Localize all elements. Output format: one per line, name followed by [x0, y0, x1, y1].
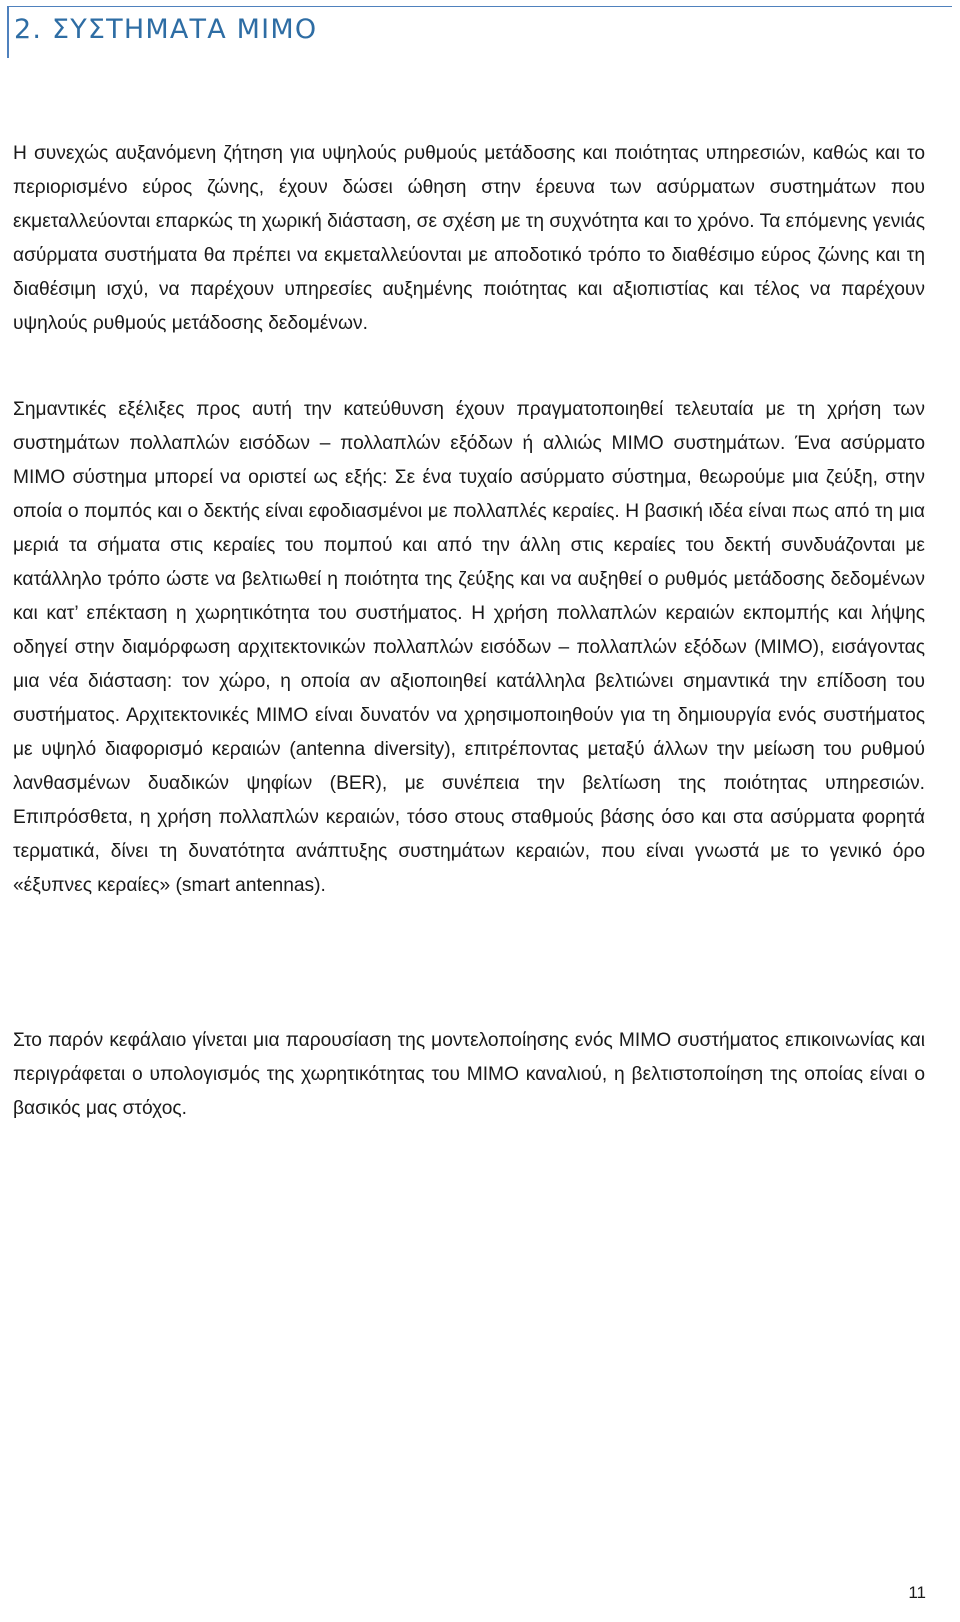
paragraph-chapter-overview: Στο παρόν κεφάλαιο γίνεται μια παρουσίαση της μοντελοποίησης ενός MIMO συστήματος επικοινωνίας και περιγράφεται ο υπολογισμός της χωρητικότητας του MIMO καναλιού, η βελτιστοποίηση της οποίας είναι ο βασικός μας στόχος. [13, 1030, 925, 1119]
page-title: 2. ΣΥΣΤΗΜΑΤΑ MIMO [14, 14, 318, 45]
chapter-heading [0, 0, 960, 60]
heading-left-bar [7, 6, 9, 58]
page-number: 11 [908, 1583, 926, 1602]
heading-top-rule [7, 6, 952, 7]
paragraph-mimo-definition: Σημαντικές εξέλιξες προς αυτή την κατεύθυνση έχουν πραγματοποιηθεί τελευταία με τη χρήση των συστημάτων πολλαπλών εισόδων – πολλαπλών εξόδων ή αλλιώς MIMO συστημάτων. Ένα ασύρματο MIMO σύστημα μπορεί να οριστεί ως εξής: Σε ένα τυχαίο ασύρματο σύστημα, θεωρούμε μια ζεύξη, στην οποία ο πομπός και ο δεκτής είναι εφοδιασμένοι με πολλαπλές κεραίες. Η βασική ιδέα είναι πως από τη μια μεριά τα σήματα στις κεραίες του πομπού και από την άλλη στις κεραίες του δεκτή συνδυάζονται με κατάλληλο τρόπο ώστε να βελτιωθεί η ποιότητα της ζεύξης και να αυξηθεί ο ρυθμός μετάδοσης δεδομένων και κατ’ επέκταση η χωρητικότητα του συστήματος. Η χρήση πολλαπλών κεραιών εκπομπής και λήψης οδηγεί στην διαμόρφωση αρχιτεκτονικών πολλαπλών εισόδων – πολλαπλών εξόδων (MIMO), εισάγοντας μια νέα διάσταση: τον χώρο, η οποία αν αξιοποιηθεί κατάλληλα βελτιώνει σημαντικά την επίδοση του συστήματος. Αρχιτεκτονικές MIMO είναι δυνατόν να χρησιμοποιηθούν για τη δημιουργία ενός συστήματος με υψηλό διαφορισμό κεραιών (antenna diversity), επιτρέποντας μεταξύ άλλων την μείωση του ρυθμού λανθασμένων δυαδικών ψηφίων (BER), με συνέπεια την βελτίωση της ποιότητας υπηρεσιών. Επιπρόσθετα, η χρήση πολλαπλών κεραιών, τόσο στους σταθμούς βάσης όσο και στα ασύρματα φορητά τερματικά, δίνει τη δυνατότητα ανάπτυξης συστημάτων κεραιών, που είναι γνωστά με το γενικό όρο «έξυπνες κεραίες» (smart antennas). [13, 399, 925, 896]
paragraph-introduction: Η συνεχώς αυξανόμενη ζήτηση για υψηλούς ρυθμούς μετάδοσης και ποιότητας υπηρεσιών, καθώς και το περιορισμένο εύρος ζώνης, έχουν δώσει ώθηση στην έρευνα των ασύρματων συστημάτων που εκμεταλλεύονται επαρκώς τη χωρική διάσταση, σε σχέση με τη συχνότητα και το χρόνο. Τα επόμενης γενιάς ασύρματα συστήματα θα πρέπει να εκμεταλλεύονται με αποδοτικό τρόπο το διαθέσιμο εύρος ζώνης και τη διαθέσιμη ισχύ, να παρέχουν υπηρεσίες αυξημένης ποιότητας και αξιοπιστίας και τέλος να παρέχουν υψηλούς ρυθμούς μετάδοσης δεδομένων. [13, 143, 925, 334]
